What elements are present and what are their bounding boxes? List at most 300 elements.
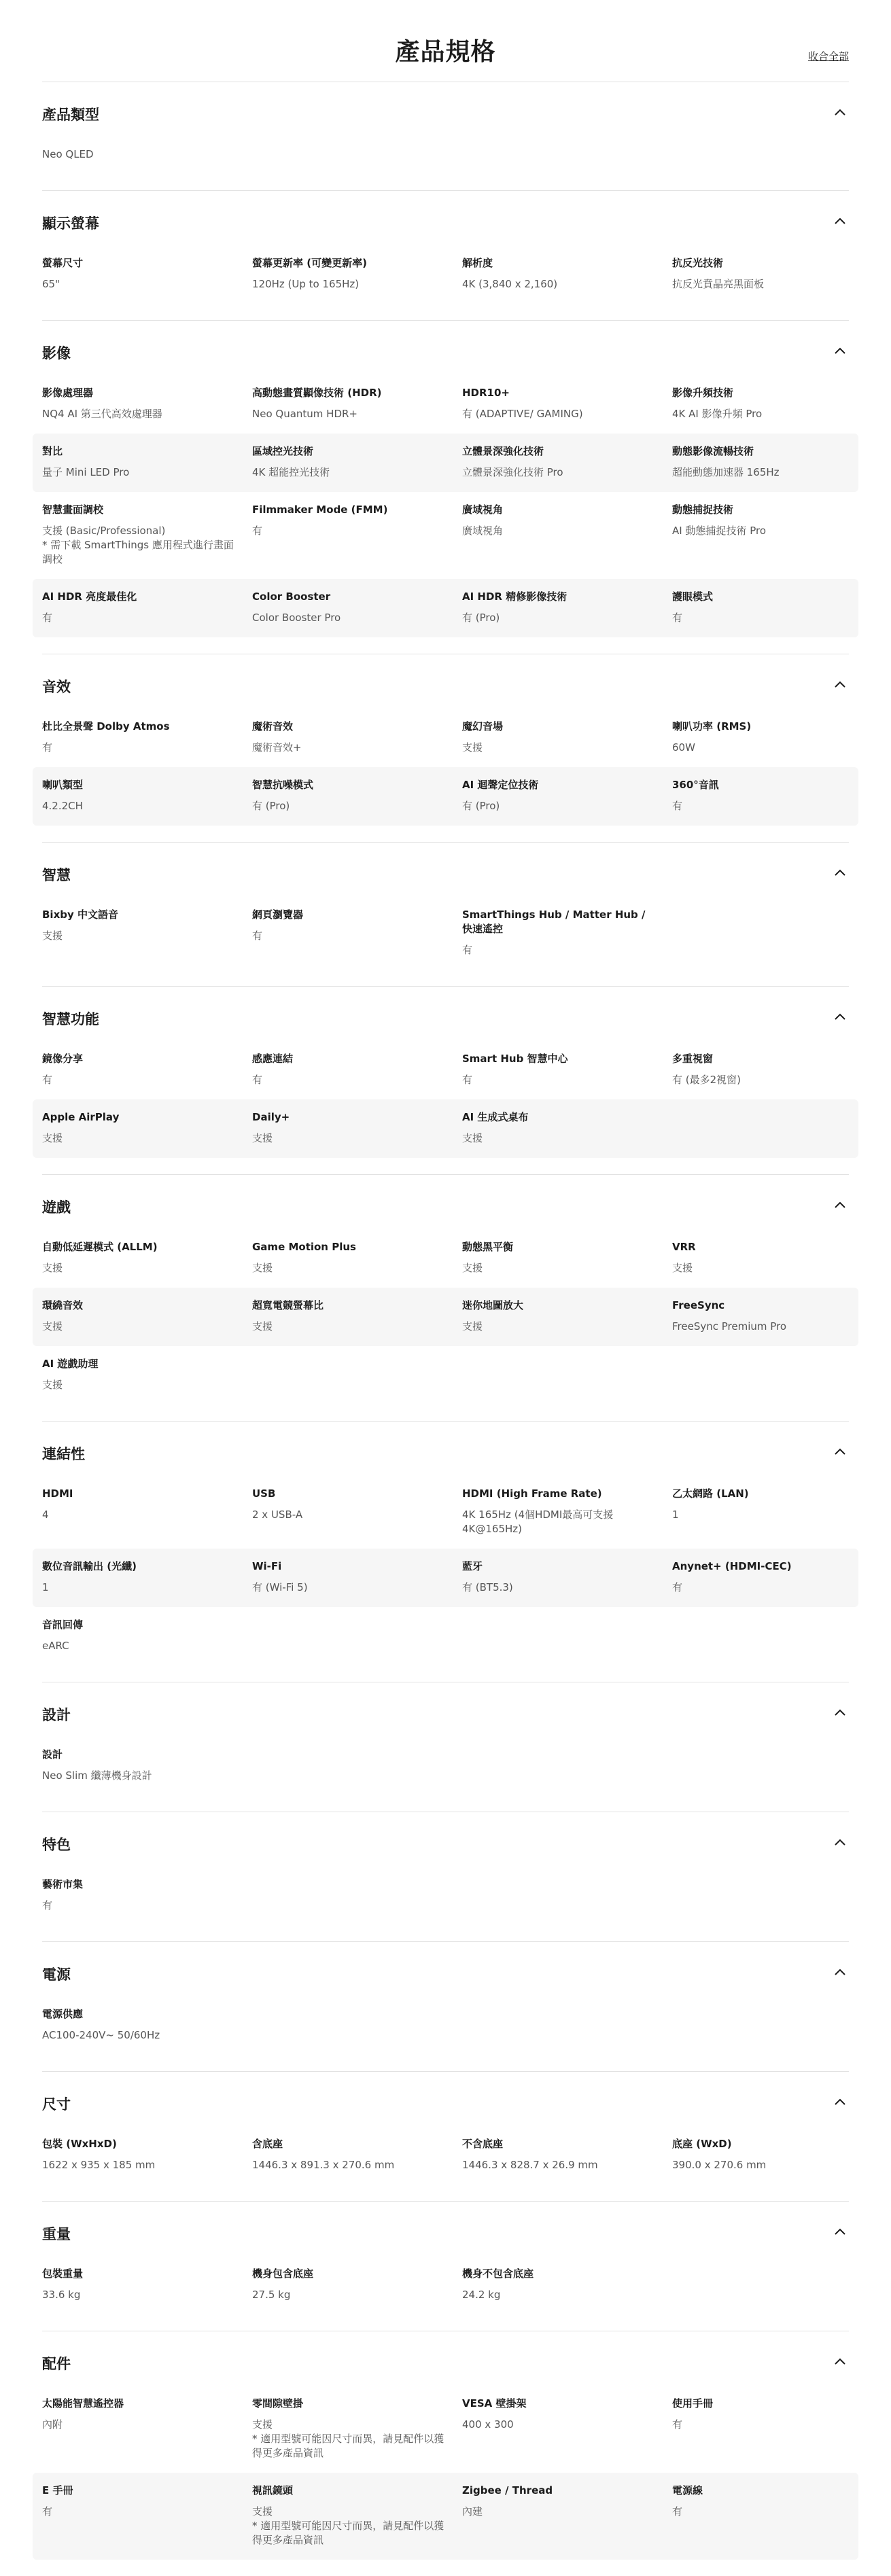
- spec-label: 魔幻音場: [462, 720, 504, 733]
- section-header[interactable]: [42, 862, 849, 883]
- spec-value: 有: [672, 800, 683, 812]
- spec-value: Neo Quantum HDR+: [252, 408, 357, 420]
- spec-value: 立體景深強化技術 Pro: [462, 466, 563, 478]
- spec-value: 有 (最多2視窗): [672, 1074, 741, 1086]
- spec-row: [33, 2473, 858, 2560]
- spec-value: 有: [252, 1074, 263, 1086]
- spec-value: 量子 Mini LED Pro: [42, 466, 130, 478]
- spec-label: 電源供應: [42, 2008, 84, 2020]
- spec-item: [462, 1110, 672, 1146]
- spec-label: 杜比全景聲 Dolby Atmos: [42, 720, 170, 733]
- section-title: 設計: [42, 1707, 71, 1723]
- spec-item: [462, 590, 672, 625]
- spec-value: 有 (Pro): [462, 800, 500, 812]
- spec-label: 數位音訊輸出 (光纖): [42, 1560, 137, 1572]
- spec-item: [672, 2397, 882, 2460]
- section-title: 音效: [42, 679, 71, 695]
- spec-label: 智慧抗噪模式: [252, 779, 314, 791]
- spec-value: 內附: [42, 2418, 63, 2431]
- chevron-up-icon[interactable]: [833, 1965, 848, 1980]
- spec-sections: [42, 82, 849, 2576]
- spec-value: Neo Slim 纖薄機身設計: [42, 1769, 152, 1782]
- spec-row: [42, 1476, 849, 1549]
- spec-label: 藍牙: [462, 1560, 483, 1572]
- spec-value: 有 (BT5.3): [462, 1581, 513, 1593]
- spec-value: 4K 165Hz (4個HDMI最高可支援4K@165Hz): [462, 1508, 614, 1535]
- spec-item: [462, 1240, 672, 1275]
- spec-label: Filmmaker Mode (FMM): [252, 504, 388, 516]
- spec-item: [42, 1110, 252, 1146]
- spec-label: 包裝 (WxHxD): [42, 2138, 117, 2150]
- spec-label: 魔術音效: [252, 720, 294, 733]
- spec-item: [462, 2267, 672, 2302]
- spec-value: 支援 * 適用型號可能因尺寸而異，請見配件以獲得更多產品資訊: [252, 2418, 444, 2459]
- spec-row: [42, 897, 849, 970]
- section-header[interactable]: [42, 2350, 849, 2372]
- spec-value: 390.0 x 270.6 mm: [672, 2159, 767, 2171]
- spec-item: [42, 2267, 252, 2302]
- chevron-up-icon[interactable]: [833, 866, 848, 881]
- spec-row: [42, 1229, 849, 1288]
- spec-row: [33, 579, 858, 637]
- spec-value: 有: [252, 525, 263, 537]
- spec-value: 有: [672, 612, 683, 624]
- spec-row: [42, 375, 849, 434]
- spec-value: 有: [672, 2418, 683, 2431]
- spec-label: 護眼模式: [672, 590, 714, 603]
- spec-label: SmartThings Hub / Matter Hub / 快速遙控: [462, 908, 646, 935]
- spec-item: [252, 1240, 462, 1275]
- spec-value: 1446.3 x 891.3 x 270.6 mm: [252, 2159, 395, 2171]
- spec-item: [42, 908, 252, 957]
- spec-label: 電源線: [672, 2484, 703, 2496]
- spec-item: [462, 1299, 672, 1334]
- spec-value: 400 x 300: [462, 2418, 514, 2431]
- spec-label: Color Booster: [252, 590, 331, 603]
- section-title: 智慧功能: [42, 1011, 99, 1027]
- spec-value: 65": [42, 278, 60, 290]
- section-header[interactable]: [42, 673, 849, 695]
- section-header[interactable]: [42, 1441, 849, 1462]
- spec-value: 有 (Pro): [252, 800, 290, 812]
- chevron-up-icon[interactable]: [833, 2354, 848, 2369]
- spec-label: 影像升頻技術: [672, 387, 734, 399]
- spec-item: [42, 1618, 252, 1653]
- spec-label: 機身包含底座: [252, 2268, 314, 2280]
- spec-label: 抗反光技術: [672, 257, 724, 269]
- spec-row: [42, 1996, 849, 2055]
- spec-section: [42, 842, 849, 986]
- spec-section: [42, 320, 849, 654]
- spec-item: [252, 2484, 462, 2547]
- collapse-all-link[interactable]: 收合全部: [807, 50, 849, 63]
- spec-item: [42, 147, 252, 162]
- spec-item: [462, 2137, 672, 2172]
- spec-item: [252, 590, 462, 625]
- spec-label: Game Motion Plus: [252, 1241, 356, 1253]
- spec-label: 乙太網路 (LAN): [672, 1487, 749, 1500]
- spec-value: 有 (Wi-Fi 5): [252, 1581, 308, 1593]
- chevron-up-icon[interactable]: [833, 1010, 848, 1025]
- spec-value: 1446.3 x 828.7 x 26.9 mm: [462, 2159, 598, 2171]
- spec-label: 動態影像流暢技術: [672, 445, 754, 457]
- spec-label: 環繞音效: [42, 1299, 84, 1311]
- spec-label: 視訊鏡頭: [252, 2484, 294, 2496]
- section-header[interactable]: [42, 1701, 849, 1723]
- section-title: 電源: [42, 1966, 71, 1983]
- spec-row: [33, 1099, 858, 1158]
- spec-item: [42, 1487, 252, 1536]
- section-title: 遊戲: [42, 1199, 71, 1216]
- spec-value: 27.5 kg: [252, 2289, 291, 2301]
- spec-row: [42, 1041, 849, 1099]
- section-title: 重量: [42, 2226, 71, 2242]
- spec-label: 零間隙壁掛: [252, 2397, 304, 2410]
- spec-label: 喇叭功率 (RMS): [672, 720, 752, 733]
- chevron-up-icon[interactable]: [833, 344, 848, 359]
- spec-value: 支援: [42, 1320, 63, 1333]
- spec-item: [252, 1299, 462, 1334]
- spec-value: 有: [42, 1899, 53, 1911]
- spec-item: [672, 1240, 882, 1275]
- spec-value: 有: [252, 930, 263, 942]
- spec-value: 有: [42, 1074, 53, 1086]
- spec-row: [42, 492, 849, 579]
- spec-row: [33, 1549, 858, 1607]
- spec-label: 不含底座: [462, 2138, 504, 2150]
- spec-section: [42, 1941, 849, 2071]
- spec-value: 有: [462, 944, 473, 956]
- spec-value: 超能動態加速器 165Hz: [672, 466, 780, 478]
- spec-label: 360°音訊: [672, 779, 719, 791]
- spec-item: [252, 386, 462, 421]
- spec-section: [42, 654, 849, 842]
- section-header[interactable]: [42, 1831, 849, 1853]
- spec-label: Anynet+ (HDMI-CEC): [672, 1560, 792, 1572]
- spec-row: [42, 2126, 849, 2185]
- spec-value: 有: [42, 612, 53, 624]
- spec-value: 120Hz (Up to 165Hz): [252, 278, 360, 290]
- spec-item: [672, 444, 882, 480]
- spec-item: [462, 1487, 672, 1536]
- section-title: 配件: [42, 2356, 71, 2372]
- spec-value: 有 (Pro): [462, 612, 500, 624]
- spec-row: [33, 1288, 858, 1346]
- spec-label: 包裝重量: [42, 2268, 84, 2280]
- spec-value: 支援: [42, 1132, 63, 1144]
- spec-item: [252, 1110, 462, 1146]
- spec-label: 對比: [42, 445, 63, 457]
- spec-label: 網頁瀏覽器: [252, 908, 304, 921]
- section-header[interactable]: [42, 1961, 849, 1983]
- spec-label: 區域控光技術: [252, 445, 314, 457]
- spec-item: [42, 1240, 252, 1275]
- section-header[interactable]: [42, 101, 849, 123]
- spec-label: FreeSync: [672, 1299, 725, 1311]
- spec-label: Bixby 中文語音: [42, 908, 118, 921]
- spec-item: [42, 720, 252, 755]
- spec-value: 有: [462, 1074, 473, 1086]
- spec-header: [0, 0, 891, 82]
- spec-row: [42, 137, 849, 174]
- spec-item: [462, 503, 672, 567]
- spec-item: [672, 1559, 882, 1595]
- spec-item: [42, 2007, 252, 2043]
- spec-value: 4.2.2CH: [42, 800, 83, 812]
- spec-label: USB: [252, 1487, 276, 1500]
- spec-label: 多重視窗: [672, 1053, 714, 1065]
- spec-value: 有: [672, 1581, 683, 1593]
- chevron-up-icon[interactable]: [833, 677, 848, 692]
- section-title: 顯示螢幕: [42, 215, 99, 232]
- spec-label: 螢幕尺寸: [42, 257, 84, 269]
- spec-label: 解析度: [462, 257, 493, 269]
- spec-value: 支援: [252, 1320, 273, 1333]
- chevron-up-icon[interactable]: [833, 214, 848, 229]
- spec-item: [462, 2484, 672, 2547]
- spec-item: [672, 2137, 882, 2172]
- spec-label: 超寬電競螢幕比: [252, 1299, 324, 1311]
- spec-item: [252, 1487, 462, 1536]
- section-header[interactable]: [42, 1006, 849, 1027]
- spec-item: [252, 778, 462, 813]
- spec-section: [42, 1682, 849, 1812]
- spec-item: [42, 503, 252, 567]
- spec-value: 4K 超能控光技術: [252, 466, 330, 478]
- spec-item: [462, 444, 672, 480]
- spec-label: 太陽能智慧遙控器: [42, 2397, 124, 2410]
- spec-row: [33, 434, 858, 492]
- spec-item: [42, 444, 252, 480]
- spec-section: [42, 2071, 849, 2201]
- spec-section: [42, 2201, 849, 2331]
- spec-item: [252, 1052, 462, 1087]
- section-header[interactable]: [42, 210, 849, 232]
- spec-item: [42, 2137, 252, 2172]
- section-title: 智慧: [42, 867, 71, 883]
- spec-section: [42, 1421, 849, 1682]
- spec-value: 有: [42, 2505, 53, 2518]
- spec-item: [252, 720, 462, 755]
- spec-item: [252, 908, 462, 957]
- spec-label: 鏡像分享: [42, 1053, 84, 1065]
- spec-label: 音訊回傳: [42, 1619, 84, 1631]
- spec-label: VRR: [672, 1241, 696, 1253]
- spec-section: [42, 986, 849, 1174]
- spec-value: Color Booster Pro: [252, 612, 341, 624]
- spec-value: 魔術音效+: [252, 741, 302, 754]
- spec-value: 4: [42, 1508, 49, 1521]
- spec-item: [462, 1559, 672, 1595]
- spec-label: Zigbee / Thread: [462, 2484, 553, 2496]
- spec-item: [42, 778, 252, 813]
- section-title: 產品類型: [42, 107, 99, 123]
- spec-row: [42, 1607, 849, 1665]
- spec-item: [252, 1559, 462, 1595]
- spec-row: [42, 1867, 849, 1925]
- spec-label: VESA 壁掛架: [462, 2397, 527, 2410]
- section-header[interactable]: [42, 2221, 849, 2242]
- spec-item: [672, 1052, 882, 1087]
- chevron-up-icon[interactable]: [833, 1706, 848, 1721]
- spec-row: [42, 1737, 849, 1795]
- spec-section: [42, 2331, 849, 2576]
- spec-value: 支援: [252, 1262, 273, 1274]
- spec-label: E 手冊: [42, 2484, 73, 2496]
- spec-label: 高動態畫質顯像技術 (HDR): [252, 387, 382, 399]
- spec-label: 設計: [42, 1748, 63, 1761]
- section-title: 尺寸: [42, 2096, 71, 2113]
- spec-value: AC100-240V~ 50/60Hz: [42, 2029, 160, 2041]
- spec-value: 1: [672, 1508, 679, 1521]
- spec-row: [33, 767, 858, 826]
- spec-label: 迷你地圖放大: [462, 1299, 524, 1311]
- spec-item: [42, 1748, 252, 1783]
- spec-label: AI 迴聲定位技術: [462, 779, 539, 791]
- spec-value: 支援: [672, 1262, 693, 1274]
- spec-row: [42, 2256, 849, 2314]
- spec-value: 2 x USB-A: [252, 1508, 303, 1521]
- spec-value: 內建: [462, 2505, 483, 2518]
- spec-label: 動態捕捉技術: [672, 504, 734, 516]
- spec-value: 支援: [42, 930, 63, 942]
- spec-value: 有: [42, 741, 53, 754]
- section-title: 影像: [42, 345, 71, 361]
- spec-label: AI 遊戲助理: [42, 1358, 99, 1370]
- spec-value: 支援: [42, 1379, 63, 1391]
- spec-label: 底座 (WxD): [672, 2138, 732, 2150]
- spec-value: 24.2 kg: [462, 2289, 501, 2301]
- spec-item: [672, 590, 882, 625]
- spec-row: [42, 245, 849, 304]
- spec-label: Wi-Fi: [252, 1560, 282, 1572]
- chevron-up-icon[interactable]: [833, 2095, 848, 2110]
- section-header[interactable]: [42, 340, 849, 361]
- spec-label: HDR10+: [462, 387, 510, 399]
- spec-item: [42, 1299, 252, 1334]
- section-header[interactable]: [42, 1194, 849, 1216]
- chevron-up-icon[interactable]: [833, 105, 848, 120]
- spec-value: eARC: [42, 1640, 69, 1652]
- spec-item: [462, 778, 672, 813]
- spec-value: 抗反光賁晶亮黑面板: [672, 278, 765, 290]
- spec-item: [42, 256, 252, 292]
- section-title: 連結性: [42, 1446, 85, 1462]
- chevron-up-icon[interactable]: [833, 1835, 848, 1850]
- spec-section: [42, 1174, 849, 1421]
- page-title: 產品規格: [395, 38, 496, 66]
- spec-item: [42, 2484, 252, 2547]
- spec-item: [42, 590, 252, 625]
- spec-value: 支援 (Basic/Professional) * 需下載 SmartThings 應用程式進行畫面調校: [42, 525, 234, 565]
- spec-value: 支援 * 適用型號可能因尺寸而異，請見配件以獲得更多產品資訊: [252, 2505, 444, 2546]
- spec-value: AI 動態捕捉技術 Pro: [672, 525, 767, 537]
- spec-value: 廣域視角: [462, 525, 504, 537]
- spec-item: [672, 2484, 882, 2547]
- spec-item: [252, 2267, 462, 2302]
- spec-item: [672, 256, 882, 292]
- spec-label: 機身不包含底座: [462, 2268, 534, 2280]
- chevron-up-icon[interactable]: [833, 2225, 848, 2240]
- spec-item: [672, 778, 882, 813]
- spec-item: [462, 1052, 672, 1087]
- spec-section: [42, 82, 849, 190]
- spec-value: 33.6 kg: [42, 2289, 81, 2301]
- spec-label: Apple AirPlay: [42, 1111, 120, 1123]
- spec-section: [42, 190, 849, 320]
- spec-value: 支援: [462, 1320, 483, 1333]
- chevron-up-icon[interactable]: [833, 1445, 848, 1460]
- spec-label: 影像處理器: [42, 387, 94, 399]
- spec-value: 支援: [462, 1132, 483, 1144]
- spec-label: 使用手冊: [672, 2397, 714, 2410]
- spec-item: [252, 256, 462, 292]
- spec-value: 1: [42, 1581, 49, 1593]
- spec-label: 藝術市集: [42, 1878, 84, 1890]
- spec-item: [462, 720, 672, 755]
- spec-item: [672, 386, 882, 421]
- spec-item: [672, 720, 882, 755]
- spec-value: 支援: [252, 1132, 273, 1144]
- spec-item: [42, 2397, 252, 2460]
- spec-item: [462, 386, 672, 421]
- spec-label: AI HDR 亮度最佳化: [42, 590, 137, 603]
- spec-item: [42, 1357, 252, 1392]
- spec-item: [42, 1559, 252, 1595]
- spec-label: HDMI: [42, 1487, 73, 1500]
- spec-label: 螢幕更新率 (可變更新率): [252, 257, 367, 269]
- section-title: 特色: [42, 1837, 71, 1853]
- spec-label: 動態黑平衡: [462, 1241, 514, 1253]
- spec-item: [672, 1299, 882, 1334]
- spec-label: Daily+: [252, 1111, 290, 1123]
- spec-label: 自動低延遲模式 (ALLM): [42, 1241, 158, 1253]
- spec-item: [672, 1487, 882, 1536]
- spec-value: Neo QLED: [42, 148, 94, 160]
- spec-label: AI HDR 精修影像技術: [462, 590, 567, 603]
- spec-item: [42, 386, 252, 421]
- spec-value: FreeSync Premium Pro: [672, 1320, 787, 1333]
- spec-item: [462, 908, 672, 957]
- spec-item: [252, 444, 462, 480]
- spec-row: [42, 2386, 849, 2473]
- spec-value: 有: [672, 2505, 683, 2518]
- spec-item: [672, 503, 882, 567]
- spec-item: [462, 256, 672, 292]
- spec-label: 智慧畫面調校: [42, 504, 104, 516]
- spec-item: [462, 2397, 672, 2460]
- spec-label: Smart Hub 智慧中心: [462, 1053, 568, 1065]
- spec-label: AI 生成式桌布: [462, 1111, 529, 1123]
- spec-item: [42, 1052, 252, 1087]
- spec-item: [252, 2397, 462, 2460]
- spec-value: 1622 x 935 x 185 mm: [42, 2159, 156, 2171]
- section-header[interactable]: [42, 2091, 849, 2113]
- spec-label: 喇叭類型: [42, 779, 84, 791]
- spec-item: [252, 2137, 462, 2172]
- spec-value: NQ4 AI 第三代高效處理器: [42, 408, 162, 420]
- spec-label: HDMI (High Frame Rate): [462, 1487, 602, 1500]
- spec-section: [42, 1812, 849, 1941]
- spec-value: 支援: [462, 1262, 483, 1274]
- spec-label: 含底座: [252, 2138, 283, 2150]
- spec-value: 支援: [42, 1262, 63, 1274]
- spec-item: [42, 1877, 252, 1913]
- spec-row: [42, 709, 849, 767]
- chevron-up-icon[interactable]: [833, 1198, 848, 1213]
- spec-label: 立體景深強化技術: [462, 445, 544, 457]
- spec-label: 廣域視角: [462, 504, 504, 516]
